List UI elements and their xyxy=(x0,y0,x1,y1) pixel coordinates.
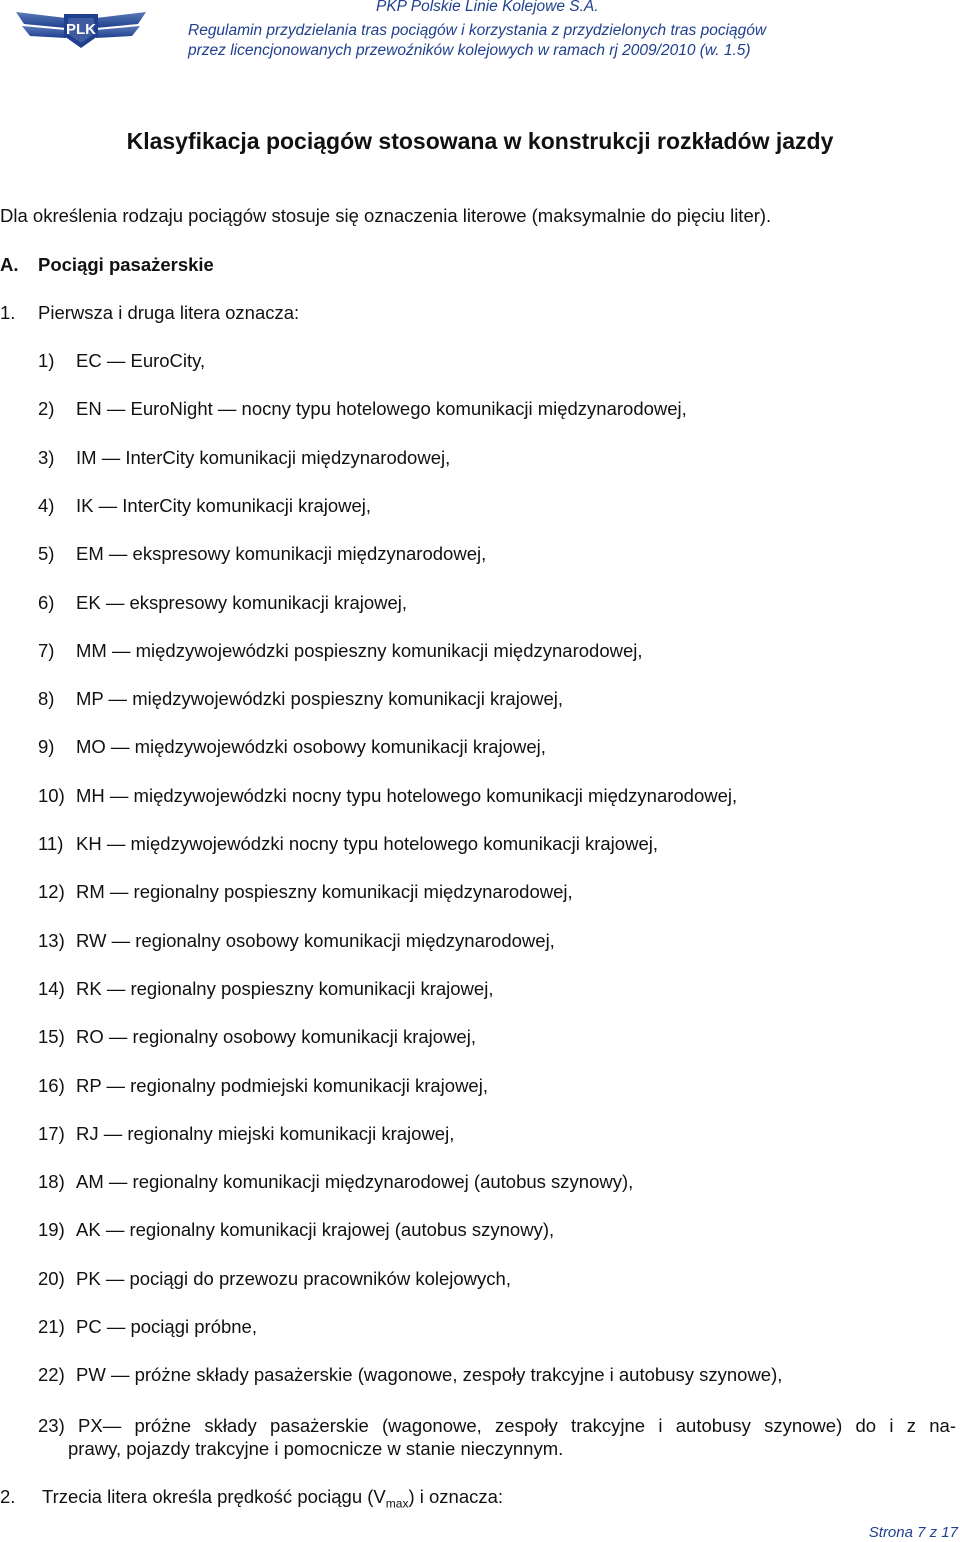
list-item-text: AM — regionalny komunikacji międzynarodowej (autobus szynowy), xyxy=(76,1171,634,1193)
list-item-text: MP — międzywojewódzki pospieszny komunikacji krajowej, xyxy=(76,688,564,710)
list-item-text: EC — EuroCity, xyxy=(76,350,206,371)
list-item-num: 12) xyxy=(38,881,65,903)
list-item xyxy=(38,350,205,372)
list-item-num: 14) xyxy=(38,977,65,999)
list-item xyxy=(38,688,563,710)
list-item-text: MM — międzywojewódzki pospieszny komunikacji międzynarodowej, xyxy=(76,639,643,661)
list-item xyxy=(38,495,371,517)
list-item xyxy=(38,736,546,758)
header-line-2: przez licencjonowanych przewoźników kolejowych w ramach rj 2009/2010 (w. 1.5) xyxy=(188,42,751,59)
list-item xyxy=(38,447,450,469)
list-item-num: 1) xyxy=(38,350,55,371)
list-item xyxy=(38,930,555,952)
list-item xyxy=(38,1316,257,1338)
point-2-subscript: max xyxy=(385,1496,409,1511)
list-item-text: MO — międzywojewódzki osobowy komunikacji krajowej, xyxy=(76,736,546,758)
list-item xyxy=(38,592,407,614)
list-item-text: EN — EuroNight — nocny typu hotelowego komunikacji międzynarodowej, xyxy=(76,398,687,420)
list-item xyxy=(38,1123,454,1145)
list-item-num: 2) xyxy=(38,398,55,420)
list-item-num: 22) xyxy=(38,1364,65,1386)
list-item-23-line-2: prawy, pojazdy trakcyjne i pomocnicze w stanie nieczynnym. xyxy=(68,1438,564,1459)
list-item-text: PC — pociągi próbne, xyxy=(76,1316,257,1337)
header-company: PKP Polskie Linie Kolejowe S.A. xyxy=(376,0,599,15)
list-item xyxy=(38,1171,633,1193)
list-item-text: EM — ekspresowy komunikacji międzynarodowej, xyxy=(76,543,487,565)
list-item xyxy=(38,833,658,855)
list-item xyxy=(38,543,486,565)
list-item-text: RK — regionalny pospieszny komunikacji krajowej, xyxy=(76,977,494,999)
list-item-num: 19) xyxy=(38,1219,65,1241)
list-item-text: RW — regionalny osobowy komunikacji międzynarodowej, xyxy=(76,929,555,951)
intro-paragraph: Dla określenia rodzaju pociągów stosuje się oznaczenia literowe (maksymalnie do pięciu liter). xyxy=(0,205,772,226)
list-item-text: RO — regionalny osobowy komunikacji krajowej, xyxy=(76,1026,476,1048)
list-item-num: 9) xyxy=(38,736,55,758)
plk-logo xyxy=(14,6,148,52)
list-item xyxy=(38,1026,476,1048)
list-item-text: RJ — regionalny miejski komunikacji krajowej, xyxy=(76,1122,455,1144)
section-a-marker: A. xyxy=(0,254,19,275)
list-item xyxy=(38,1364,782,1386)
logo-text: PLK xyxy=(66,21,96,38)
list-item-num: 8) xyxy=(38,688,55,710)
list-item-num: 6) xyxy=(38,591,55,613)
list-item xyxy=(38,640,643,662)
list-item xyxy=(38,1268,511,1290)
section-a-heading: Pociągi pasażerskie xyxy=(38,254,214,275)
list-item xyxy=(38,398,687,420)
list-item-23-num: 23) xyxy=(38,1415,65,1436)
list-item xyxy=(38,978,493,1000)
point-2-text xyxy=(42,1486,503,1511)
list-item-num: 3) xyxy=(38,446,55,468)
page-title: Klasyfikacja pociągów stosowana w konstrukcji rozkładów jazdy xyxy=(126,128,834,154)
list-item-num: 15) xyxy=(38,1026,65,1048)
list-item-num: 17) xyxy=(38,1122,65,1144)
point-2-text-after: ) i oznacza: xyxy=(408,1486,504,1507)
list-item xyxy=(38,785,737,807)
list-item-num: 7) xyxy=(38,639,55,661)
list-item-text: IK — InterCity komunikacji krajowej, xyxy=(76,494,372,516)
list-item xyxy=(38,1219,554,1241)
list-item-text: EK — ekspresowy komunikacji krajowej, xyxy=(76,591,408,613)
list-item-text: PK — pociągi do przewozu pracowników kolejowych, xyxy=(76,1267,511,1289)
list-item-text: PW — próżne składy pasażerskie (wagonowe, zespoły trakcyjne i autobusy szynowe), xyxy=(76,1364,783,1386)
list-item-23-text: PX— próżne składy pasażerskie (wagonowe, zespoły trakcyjne i autobusy szynowe) do i z na- xyxy=(78,1415,957,1436)
list-item-text: RP — regionalny podmiejski komunikacji krajowej, xyxy=(76,1074,488,1096)
list-item-num: 4) xyxy=(38,494,55,516)
point-2-text-before: Trzecia litera określa prędkość pociągu (V xyxy=(42,1486,386,1507)
list-item-23 xyxy=(38,1414,956,1460)
list-item-23-line-1 xyxy=(38,1414,956,1437)
list-item-text: KH — międzywojewódzki nocny typu hotelowego komunikacji krajowej, xyxy=(76,833,658,854)
list-item-num: 11) xyxy=(38,833,64,854)
page-number: Strona 7 z 17 xyxy=(868,1524,958,1541)
header-line-1: Regulamin przydzielania tras pociągów i korzystania z przydzielonych tras pociągów xyxy=(188,22,767,39)
list-item-num: 18) xyxy=(38,1171,65,1193)
point-1-text: Pierwsza i druga litera oznacza: xyxy=(38,302,300,323)
list-item-text: MH — międzywojewódzki nocny typu hotelowego komunikacji międzynarodowej, xyxy=(76,784,738,806)
point-2-marker: 2. xyxy=(0,1486,16,1507)
list-item-text: RM — regionalny pospieszny komunikacji międzynarodowej, xyxy=(76,881,573,903)
list-item xyxy=(38,881,573,903)
list-item-num: 5) xyxy=(38,543,55,565)
list-item-num: 21) xyxy=(38,1316,65,1337)
list-item-text: IM — InterCity komunikacji międzynarodowej, xyxy=(76,446,451,468)
list-item-num: 20) xyxy=(38,1267,65,1289)
point-1-marker: 1. xyxy=(0,302,16,323)
list-item-num: 16) xyxy=(38,1074,65,1096)
list-item-num: 13) xyxy=(38,929,65,951)
list-item-num: 10) xyxy=(38,784,65,806)
list-item-text: AK — regionalny komunikacji krajowej (autobus szynowy), xyxy=(76,1219,555,1241)
list-item xyxy=(38,1075,488,1097)
